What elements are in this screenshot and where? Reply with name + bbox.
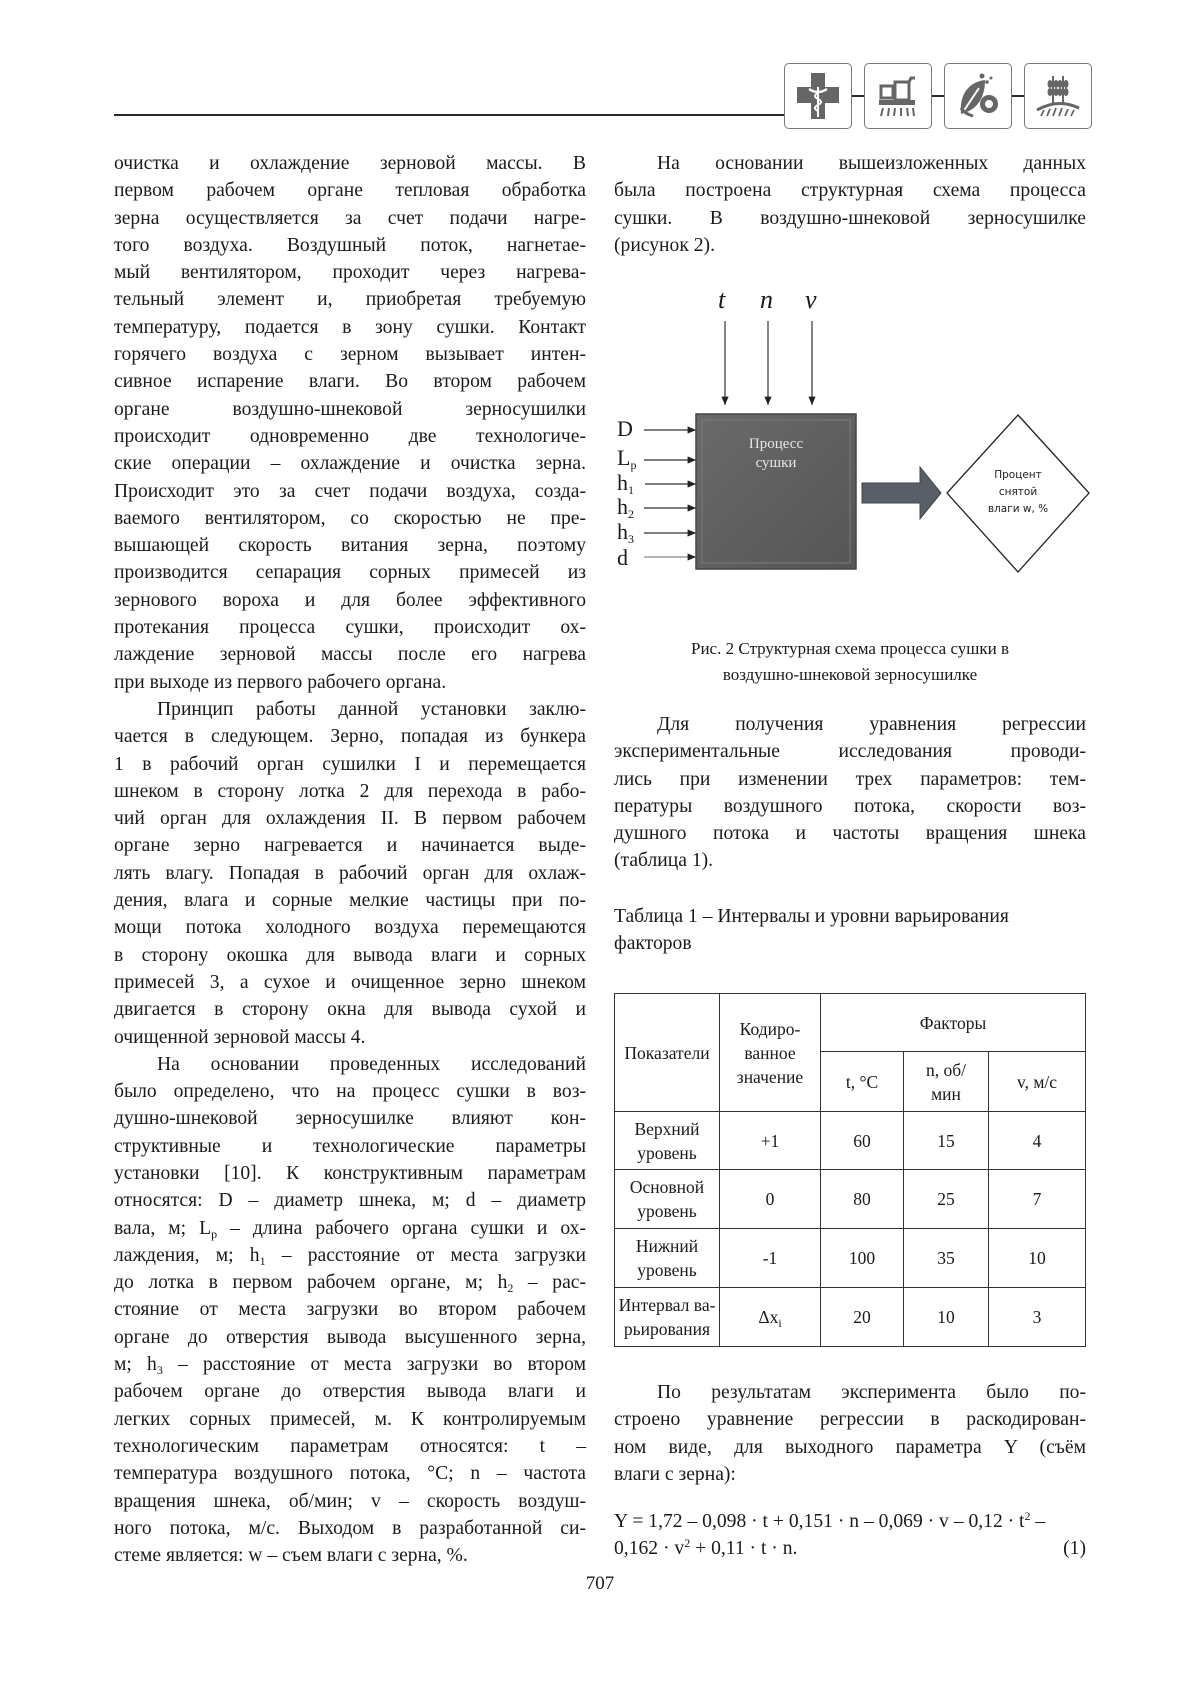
figure-caption: Рис. 2 Структурная схема процесса сушки в воздушно-шнековой зерносушилке xyxy=(690,639,1009,684)
table-title: Таблица 1 – Интервалы и уровни варьирования факторов xyxy=(614,906,1009,955)
equation-number: (1) xyxy=(1063,1538,1086,1560)
right-regression-paragraph: Для получения уравнения регрессии экспериментальные исследования проводи- лись при изменении трех параметров: тем- пературы воздушного потока, скорости воз- душного потока и частоты вращения шнека (таблица 1). xyxy=(614,714,1086,872)
medical-cross-caduceus-icon xyxy=(784,63,852,129)
header-icons xyxy=(784,63,1092,129)
paragraph-parameters: На основании проведенных исследований было определено, что на процесс сушки в воз- душно-шнековой зерносушилке влияют кон- структивные и технологические параметры установки [10]. К конструктивным параметрам относятся: D – диаметр шнека, м; d – диаметр вала, м; $L_р$ – длина рабочего органа сушки и ох- лаждения, м; $h_1$ – расстояние от места загрузки до лотка в первом рабочем органе, м; $h_2 - рас-$ стояние от места загрузки во втором рабочем органе до отверстия вывода высушенного зерна, м; $h_3$ – расстояние от места загрузки во втором рабочем органе до отверстия вывода влаги и легких сорных примесей, м. К контролируемым технологическим параметрам относятся: t – температура воздушного потока, °С; n – частота вращения шнека, об/мин; v – скорость воздуш- ного потока, м/с. Выходом в разработанной си- стеме является: w – съем влаги с зерна, %. xyxy=(114,1053,586,1567)
table-row: Интервал ва- рьирования $\Delta x_i$ 20 10 3 xyxy=(615,1288,1086,1347)
input-Lp-label: $L_p$ xyxy=(617,445,637,472)
input-v-label: v xyxy=(805,285,817,314)
wheat-field-icon xyxy=(1024,63,1092,129)
structural-diagram xyxy=(614,285,1094,585)
paragraph-operating-principle: Принцип работы данной установки заклю- чается в следующем. Зерно, попадая из бункера 1 в рабочий орган сушилки I и перемещается шнеком в сторону лотка 2 для перехода в рабо- чий орган для охлаждения II. В первом рабочем органе зерно нагревается и начинается выде- лять влагу. Попадая в рабочий орган для охлаж- дения, влага и сорные мелкие частицы при по- мощи потока холодного воздуха перемещаются в сторону окошка для вывода влаги и сорных примесей 3, а сухое и очищенное зерно шнеком двигается в сторону окна для вывода сухой и очищенной зерновой массы 4. xyxy=(114,698,586,1048)
header-n: n, об/ мин xyxy=(904,1052,989,1112)
input-h1-label: $h_1$ xyxy=(617,470,634,497)
paragraph-drying-process: очистка и охлаждение зерновой массы. В первом рабочем органе тепловая обработка зерна осуществляется за счет подачи нагре- того воздуха. Воздушный поток, нагнетае- мый вентилятором, проходит через нагрева- тельный элемент и, приобретая требуемую температуру, подается в зону сушки. Контакт горячего воздуха с зерном вызывает интен- сивное испарение влаги. Во втором рабочем органе воздушно-шнековой зерносушилки происходит одновременно две технологиче- ские операции – охлаждение и очистка зерна. Происходит это за счет подачи воздуха, созда- ваемого вентилятором, со скоростью не пре- вышающей скорость витания зерна, поэтому производится сепарация сорных примесей из зернового вороха и для более эффективного протекания процесса сушки, происходит ох- лаждение зерновой массы после его нагрева при выходе из первого рабочего органа. xyxy=(114,153,586,693)
right-results-paragraph: По результатам эксперимента было по- строено уравнение регрессии в раскодирован- ном виде, для выходного параметра Y (съём влаги с зерна): xyxy=(614,1382,1086,1485)
header-coded-value: Кодиро- ванное значение xyxy=(720,994,821,1112)
table-row: Нижний уровень -1 100 35 10 xyxy=(615,1229,1086,1288)
page-number: 707 xyxy=(585,1573,615,1594)
right-intro-paragraph: На основании вышеизложенных данных была построена структурная схема процесса сушки. В воздушно-шнековой зерносушилке (рисунок 2). xyxy=(614,153,1086,256)
header-v: v, м/с xyxy=(989,1052,1086,1112)
output-diamond-label: Процент снятой влаги w, % xyxy=(987,469,1049,515)
input-h3-label: $h_3$ xyxy=(617,519,634,546)
table-row: Верхний уровень +1 60 15 4 xyxy=(615,1112,1086,1170)
leaf-flask-gear-icon xyxy=(944,63,1012,129)
factors-table xyxy=(614,993,1086,1347)
regression-equation: $Y = 1,72 - 0,098 \cdot t + 0,151 \cdot n - 0,069 \cdot v - 0,12 \cdot t^2$ – $0,162 \cdot v^2 + 0,11 \cdot t \cdot n$. (1) xyxy=(614,1508,1086,1563)
left-column xyxy=(114,150,586,1569)
input-d-label: d xyxy=(617,545,628,570)
process-box-label: Процесс сушки xyxy=(748,436,804,471)
header-rule xyxy=(114,114,794,116)
input-h2-label: $h_2$ xyxy=(617,494,634,521)
table-row: Основной уровень 0 80 25 7 xyxy=(615,1170,1086,1229)
input-D-label: D xyxy=(617,416,633,441)
header-factors: Факторы xyxy=(821,994,1086,1052)
input-t-label: t xyxy=(718,285,726,314)
combine-harvester-icon xyxy=(864,63,932,129)
input-n-label: n xyxy=(760,285,773,314)
header-t: t, °С xyxy=(821,1052,904,1112)
header-indicators: Показатели xyxy=(615,994,720,1112)
